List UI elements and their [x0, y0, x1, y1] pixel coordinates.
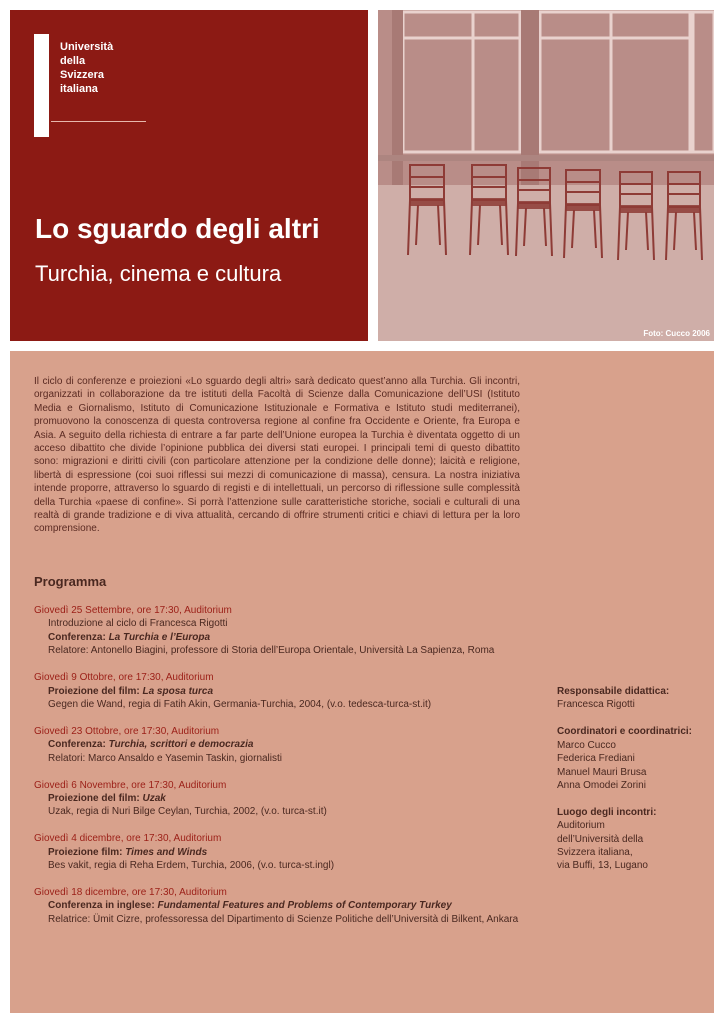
- logo-line: della: [60, 55, 86, 67]
- info-block: [557, 725, 707, 792]
- event-title: Uzak: [142, 792, 166, 804]
- info-line: Marco Cucco: [557, 739, 616, 751]
- programma-heading: Programma: [34, 574, 107, 589]
- event-details: Relatrice: Ümit Cizre, professoressa del Dipartimento di Scienze Politiche dell’Università di Bilkent, Ankara: [48, 913, 519, 925]
- info-block: [557, 685, 707, 712]
- header-photo: [378, 10, 714, 341]
- event-date: Giovedì 25 Settembre, ore 17:30, Auditorium: [34, 605, 232, 616]
- event-details: Uzak, regia di Nuri Bilge Ceylan, Turchia, 2002, (v.o. turca-st.it): [48, 806, 327, 818]
- event-title-line: [34, 631, 520, 644]
- event-type-label: Conferenza in inglese:: [48, 900, 158, 912]
- info-line: Manuel Mauri Brusa: [557, 766, 647, 778]
- info-heading: Luogo degli incontri:: [557, 806, 657, 818]
- event-type-label: Proiezione film:: [48, 846, 126, 858]
- event-type-label: Conferenza:: [48, 739, 109, 751]
- event-title: Fundamental Features and Problems of Contemporary Turkey: [157, 900, 452, 912]
- logo-line: Università: [60, 41, 114, 53]
- logo-bar: [34, 34, 49, 137]
- event-title-line: [34, 738, 520, 751]
- logo-divider: [51, 121, 146, 122]
- info-sidebar: [557, 685, 707, 886]
- event-date: Giovedì 6 Novembre, ore 17:30, Auditorium: [34, 779, 227, 791]
- event-description: Introduzione al ciclo di Francesca Rigotti: [48, 618, 228, 630]
- info-line: dell’Università della: [557, 833, 644, 845]
- photo-credit: Foto: Cucco 2006: [643, 329, 710, 338]
- event-item: [34, 671, 520, 711]
- main-content: [10, 351, 714, 1013]
- info-line: via Buffi, 13, Lugano: [557, 860, 648, 872]
- header-panel: [10, 10, 368, 341]
- info-line: Svizzera italiana,: [557, 847, 633, 859]
- event-date: Giovedì 9 Ottobre, ore 17:30, Auditorium: [34, 672, 214, 684]
- event-title-line: [34, 685, 520, 698]
- event-type-label: Proiezione del film:: [48, 792, 143, 804]
- event-item: [34, 886, 520, 926]
- event-type-label: Proiezione del film:: [48, 685, 143, 697]
- event-title: La Turchia e l’Europa: [108, 631, 211, 643]
- page-title: Lo sguardo degli altri: [35, 213, 320, 244]
- event-title-line: [34, 792, 520, 805]
- events-list: [34, 604, 520, 940]
- event-date: Giovedì 18 dicembre, ore 17:30, Auditorium: [34, 887, 227, 898]
- info-block: [557, 806, 707, 873]
- event-title: La sposa turca: [142, 685, 214, 697]
- event-details: Gegen die Wand, regia di Fatih Akin, Germania-Turchia, 2004, (v.o. tedesca-turca-st.it): [48, 698, 432, 710]
- logo-line: italiana: [60, 83, 98, 95]
- event-details: Bes vakit, regia di Reha Erdem, Turchia, 2006, (v.o. turca-st.ingl): [48, 860, 335, 872]
- event-title-line: [34, 899, 520, 912]
- event-item: [34, 725, 520, 765]
- university-logo: [60, 40, 180, 96]
- info-heading: Responsabile didattica:: [557, 686, 670, 697]
- info-line: Federica Frediani: [557, 753, 635, 765]
- event-date: Giovedì 4 dicembre, ore 17:30, Auditorium: [34, 833, 222, 845]
- event-title: Times and Winds: [125, 846, 208, 858]
- chairs-photo-illustration: [378, 10, 714, 341]
- event-title-line: [34, 846, 520, 859]
- event-item: [34, 779, 520, 819]
- event-type-label: Conferenza:: [48, 631, 109, 643]
- info-line: Francesca Rigotti: [557, 699, 635, 711]
- event-details: Relatori: Marco Ansaldo e Yasemin Taskin, giornalisti: [48, 752, 283, 764]
- event-item: [34, 832, 520, 872]
- intro-paragraph: Il ciclo di conferenze e proiezioni «Lo sguardo degli altri» sarà dedicato quest’anno alla Turchia. Gli incontri, organizzati in collaborazione da tre istituti della Facoltà di Scienze dalla Comunicazione dell’USI (Istituto Media e Giornalismo, Istituto di Comunicazione Istituzionale e Formativa e Istituto studi mediterranei), promuovono la conoscenza di questa controversa regione al confine fra Occidente e Oriente, fra Europa e Asia. A seguito della richiesta di entrare a far parte dell’Unione europea la Turchia è diventata oggetto di un acceso dibattito che divide l’opinione pubblica dei diversi stati europei. I principali temi di questo dibattito sono: migrazioni e diritti civili (con particolare attenzione per la condizione delle donne); laicità e religione, libertà di espressione (coi suoi riflessi sui mezzi di comunicazione di massa), censura. La nostra iniziativa intende proporre, attraverso lo sguardo di registi e di intellettuali, un percorso di riflessione sulle complessità della Turchia «paese di confine». Si porrà l’attenzione sulle caratteristiche storiche, sociali e culturali di una realtà di grande tradizione e di viva attualità, cercando di offrire strumenti critici e chiavi di lettura per la loro comprensione.: [34, 376, 520, 535]
- event-item: [34, 604, 520, 658]
- event-date: Giovedì 23 Ottobre, ore 17:30, Auditorium: [34, 725, 220, 737]
- info-line: Auditorium: [557, 820, 605, 832]
- info-line: Anna Omodei Zorini: [557, 779, 646, 791]
- event-details: Relatore: Antonello Biagini, professore di Storia dell’Europa Orientale, Università La Sapienza, Roma: [48, 645, 495, 657]
- page-subtitle: Turchia, cinema e cultura: [35, 261, 282, 286]
- info-heading: Coordinatori e coordinatrici:: [557, 726, 693, 738]
- logo-line: Svizzera: [60, 69, 105, 81]
- event-title: Turchia, scrittori e democrazia: [108, 739, 254, 751]
